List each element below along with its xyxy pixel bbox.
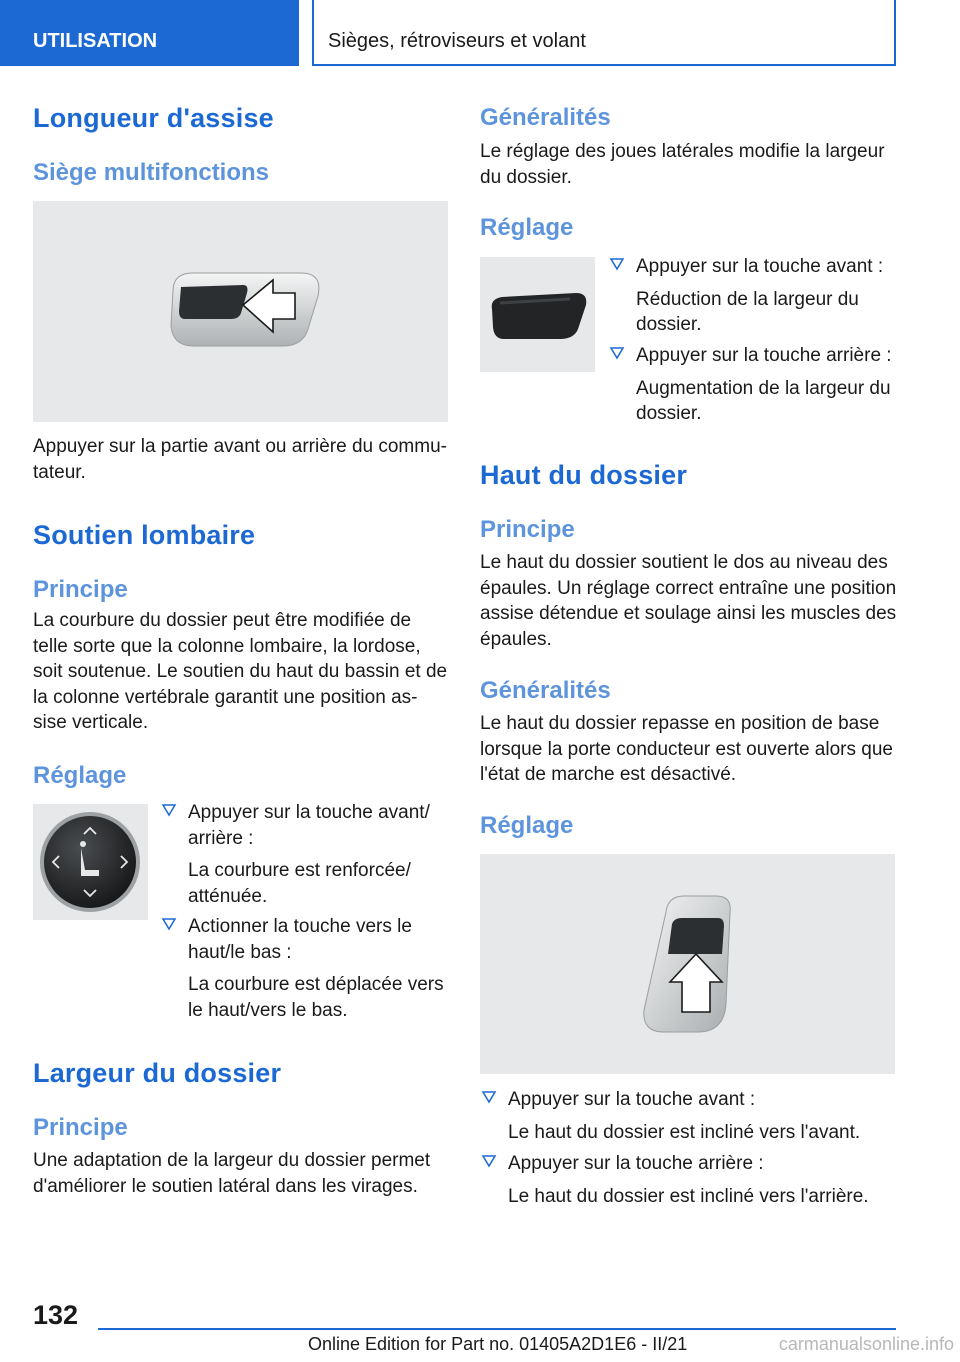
paragraph-principe-2: Une adaptation de la largeur du dossier permet d'améliorer le soutien latéral dans les virages.: [33, 1150, 431, 1197]
paragraph-siege: Appuyer sur la partie avant ou arrière du commu- tateur.: [33, 436, 447, 483]
list-action: Appuyer sur la touche avant :: [636, 256, 884, 277]
list-result: La courbure est déplacée vers le haut/vers le bas.: [188, 974, 444, 1021]
heading-reglage-2: Réglage: [480, 214, 574, 241]
heading-haut-dossier: Haut du dossier: [480, 460, 688, 490]
lumbar-control-illustration: [33, 804, 148, 920]
paragraph-principe-3: Le haut du dossier soutient le dos au niveau des épaules. Un réglage correct entraîne une position assise détendue et soulage ainsi les muscles des épaules.: [480, 552, 897, 650]
section-tab: UTILISATION: [0, 0, 299, 66]
list-item: [608, 254, 898, 338]
list-item: [160, 914, 450, 1023]
paragraph-principe-1: La courbure du dossier peut être modifiée de telle sorte que la colonne lombaire, la lordose, soit soutenue. Le soutien du haut du bassin et de la colonne vertébrale garantit une position as- sise verticale.: [33, 610, 448, 733]
list-item: [160, 800, 450, 909]
page-number: 132: [33, 1300, 79, 1330]
footer-divider: [98, 1328, 896, 1330]
edition-text: Online Edition for Part no. 01405A2D1E6 - II/21: [308, 1334, 688, 1354]
list-action: Actionner la touche vers le haut/le bas :: [188, 916, 412, 963]
bullet-triangle-icon: [608, 254, 626, 274]
bullet-triangle-icon: [480, 1087, 498, 1107]
watermark: carmanualsonline.info: [778, 1334, 954, 1354]
list-item: [480, 1087, 898, 1145]
list-action: Appuyer sur la touche avant/ arrière :: [188, 802, 430, 849]
heading-principe-3: Principe: [480, 516, 575, 543]
heading-principe-2: Principe: [33, 1114, 128, 1141]
heading-siege-multifonctions: Siège multifonctions: [33, 159, 270, 186]
chapter-title: Sièges, rétroviseurs et volant: [312, 0, 896, 66]
heading-reglage-1: Réglage: [33, 762, 127, 789]
list-result: Augmentation de la largeur du dossier.: [636, 377, 891, 424]
list-result: La courbure est renforcée/ atténuée.: [188, 860, 411, 907]
list-result: Le haut du dossier est incliné vers l'avant.: [508, 1121, 861, 1143]
seat-length-switch-illustration: [33, 201, 448, 422]
bullet-triangle-icon: [608, 343, 626, 363]
list-action: Appuyer sur la touche arrière :: [636, 345, 892, 366]
heading-principe-1: Principe: [33, 576, 128, 603]
heading-generalites-2: Généralités: [480, 677, 611, 704]
heading-largeur-dossier: Largeur du dossier: [33, 1058, 282, 1088]
heading-generalites-1: Généralités: [480, 104, 611, 131]
heading-reglage-3: Réglage: [480, 812, 574, 839]
heading-longueur-assise: Longueur d'assise: [33, 103, 274, 133]
bullet-triangle-icon: [160, 914, 178, 934]
bullet-triangle-icon: [480, 1151, 498, 1171]
list-action: Appuyer sur la touche avant :: [508, 1089, 756, 1110]
list-result: Le haut du dossier est incliné vers l'arrière.: [508, 1185, 869, 1207]
list-item: [608, 343, 898, 427]
paragraph-generalites-2: Le haut du dossier repasse en position de base lorsque la porte conducteur est ouverte alors que l'état de marche est désactivé.: [480, 713, 893, 785]
list-action: Appuyer sur la touche arrière :: [508, 1153, 764, 1174]
paragraph-generalites-1: Le réglage des joues latérales modifie la largeur du dossier.: [480, 141, 885, 188]
list-result: Réduction de la largeur du dossier.: [636, 288, 859, 335]
side-bolster-switch-illustration: [480, 257, 595, 372]
list-item: [480, 1151, 898, 1209]
upper-backrest-switch-illustration: [480, 854, 895, 1074]
heading-soutien-lombaire: Soutien lombaire: [33, 520, 256, 550]
bullet-triangle-icon: [160, 800, 178, 820]
